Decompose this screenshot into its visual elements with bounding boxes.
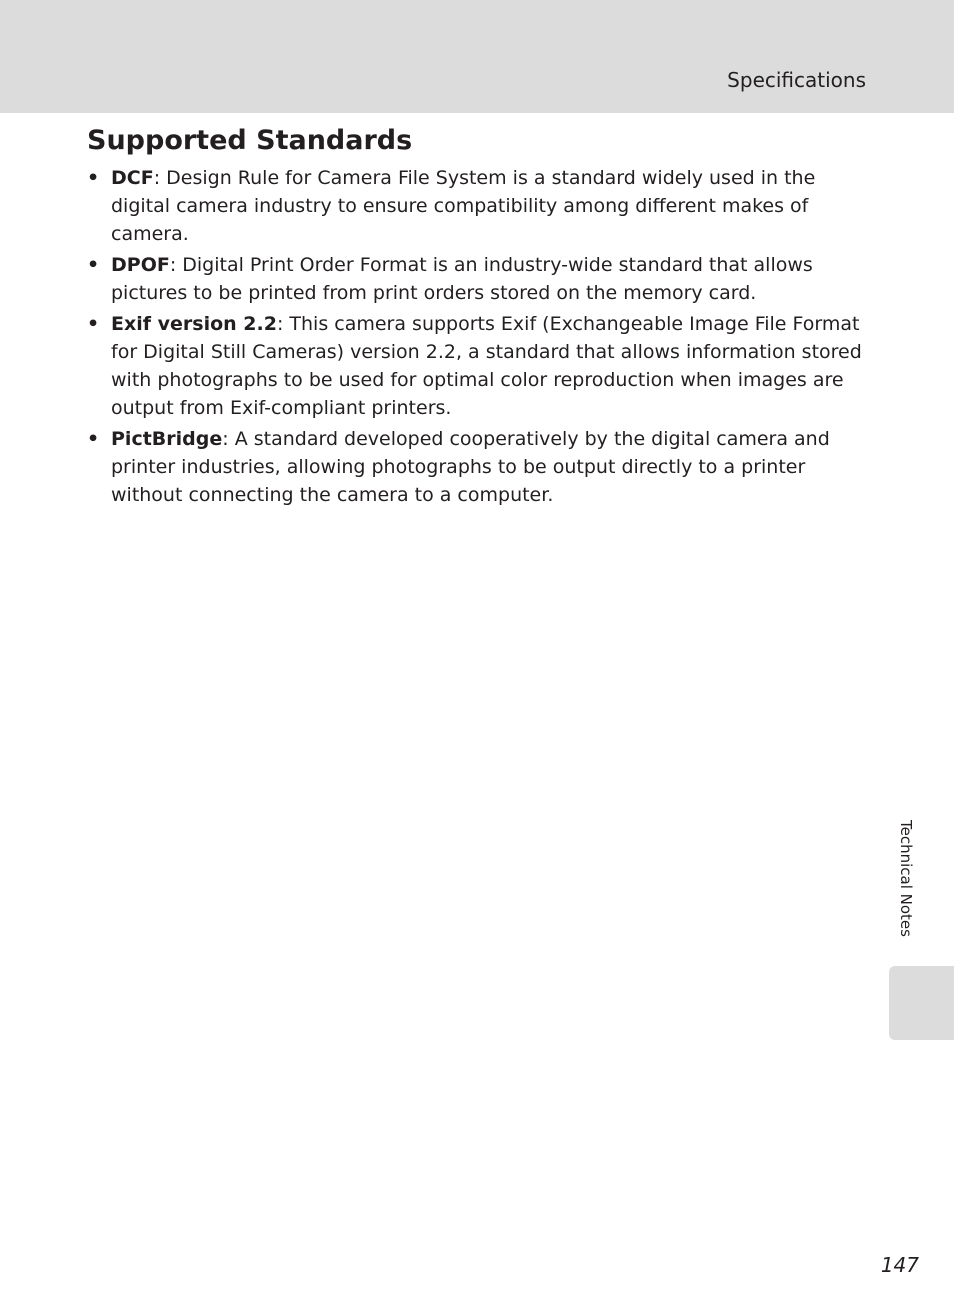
- standard-term: PictBridge: [111, 428, 223, 450]
- list-item-dcf: [87, 164, 867, 248]
- page-number: 147: [880, 1253, 919, 1277]
- header-section-label: Specifications: [727, 68, 866, 92]
- standard-term: Exif version 2.2: [111, 313, 277, 335]
- standard-term: DPOF: [111, 254, 170, 276]
- standards-list: [87, 164, 867, 512]
- standard-description: : Design Rule for Camera File System is a standard widely used in the digital camera industry to ensure compatibility among different makes of camera.: [111, 167, 816, 245]
- list-item-dpof: [87, 251, 867, 307]
- bullet-icon: •: [87, 428, 100, 450]
- standard-description: : This camera supports Exif (Exchangeable Image File Format for Digital Still Cameras) version 2.2, a standard that allows information stored with photographs to be used for optimal color reproduction when images are output from Exif-compliant printers.: [111, 313, 862, 419]
- list-item-pictbridge: [87, 425, 867, 509]
- bullet-icon: •: [87, 167, 100, 189]
- section-title: Supported Standards: [87, 125, 413, 156]
- list-item-exif: [87, 310, 867, 422]
- bullet-icon: •: [87, 313, 100, 335]
- side-tab-marker: [889, 966, 954, 1040]
- page-header-band: [0, 0, 954, 113]
- standard-term: DCF: [111, 167, 154, 189]
- standard-description: : A standard developed cooperatively by the digital camera and printer industries, allowing photographs to be output directly to a printer without connecting the camera to a computer.: [111, 428, 830, 506]
- standard-description: : Digital Print Order Format is an industry-wide standard that allows pictures to be printed from print orders stored on the memory card.: [111, 254, 813, 304]
- bullet-icon: •: [87, 254, 100, 276]
- side-tab-label: Technical Notes: [897, 820, 915, 937]
